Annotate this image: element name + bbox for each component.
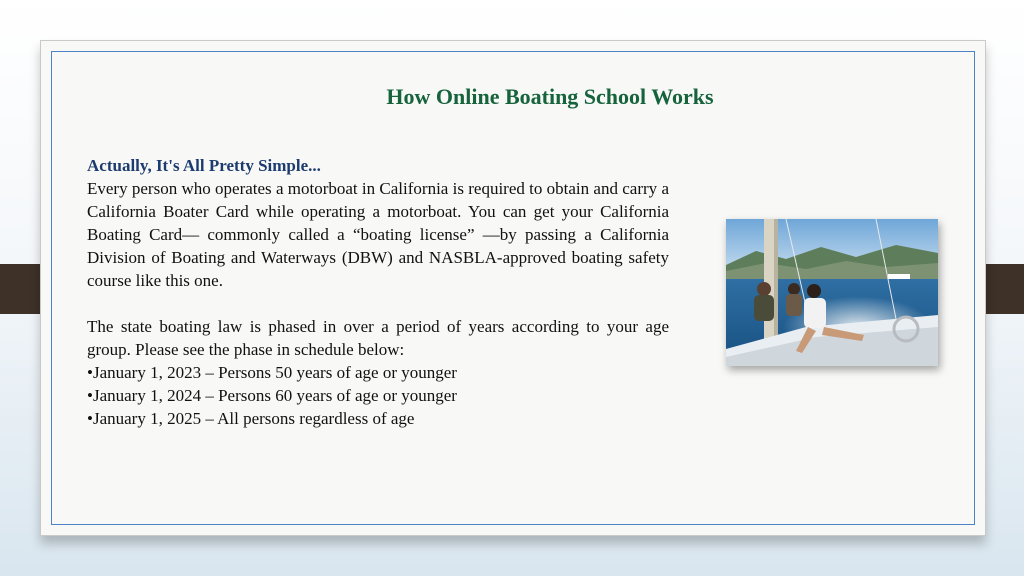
paragraph-gap <box>87 292 669 315</box>
sailboat-photo <box>726 219 938 366</box>
sailboat-photo-illustration <box>726 219 938 366</box>
paragraph-boater-card: Every person who operates a motorboat in California is required to obtain and carry a California Boater Card while operating a motorboat. You can get your California Boating Card— commonly called a “boating license” —by passing a California Division of Boating and Waterways (DBW) and NASBLA-approved boating safety course like this one. <box>87 179 669 290</box>
schedule-item-2025: •January 1, 2025 – All persons regardless of age <box>87 409 415 428</box>
paragraph-phase-in: The state boating law is phased in over a period of years according to your age group. Please see the phase in schedule below: <box>87 317 669 359</box>
slide-subheading: Actually, It's All Pretty Simple... <box>87 156 321 175</box>
schedule-item-2024: •January 1, 2024 – Persons 60 years of age or younger <box>87 386 457 405</box>
slide-title: How Online Boating School Works <box>386 84 714 109</box>
schedule-item-2023: •January 1, 2023 – Persons 50 years of age or younger <box>87 363 457 382</box>
slide-body <box>87 154 669 430</box>
